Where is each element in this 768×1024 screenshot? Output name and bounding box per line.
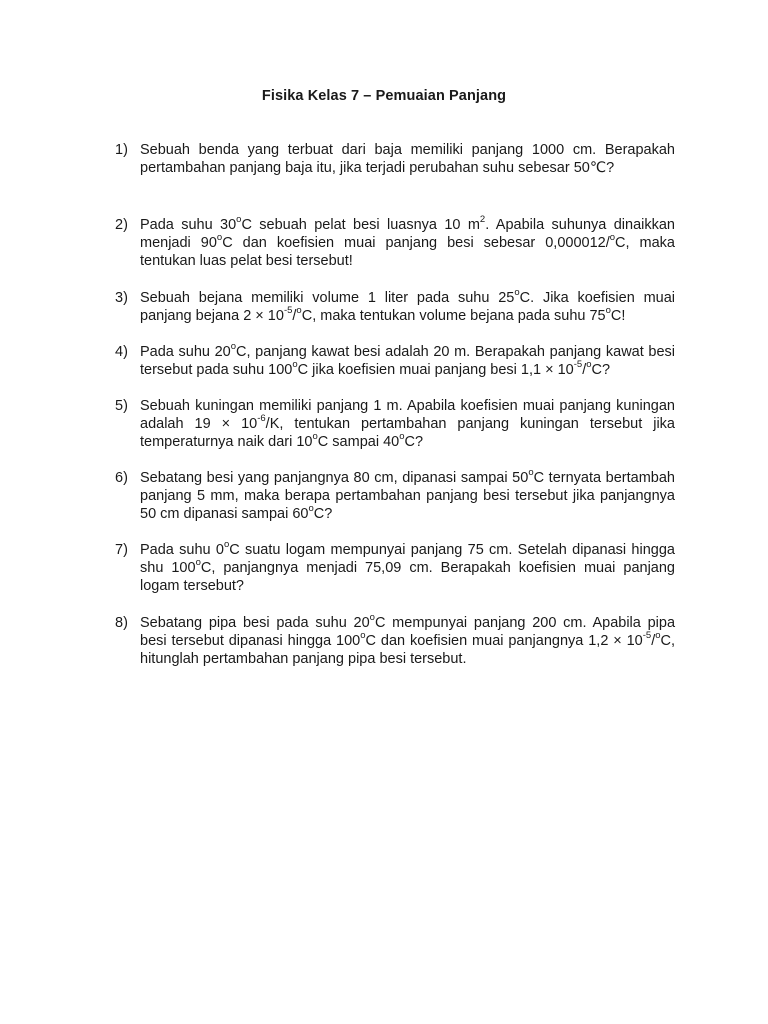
superscript: o xyxy=(655,630,661,642)
superscript: o xyxy=(514,287,520,299)
text-run: Sebuah bejana memiliki volume 1 liter pada suhu 25 xyxy=(140,290,515,306)
text-run: C. Jika koefisien muai panjang bejana 2 × 10 xyxy=(140,290,675,324)
question-text xyxy=(140,216,675,270)
superscript: -5 xyxy=(283,305,293,317)
text-run: Pada suhu 20 xyxy=(140,344,231,360)
text-run: C! xyxy=(610,308,626,324)
text-run: C? xyxy=(404,434,424,450)
superscript: o xyxy=(586,359,592,371)
text-run: / xyxy=(651,633,656,649)
text-run: Sebuah kuningan memiliki panjang 1 m. Apabila koefisien muai panjang kuningan adalah 19 × 10 xyxy=(140,398,675,432)
superscript: o xyxy=(223,539,230,551)
text-run: C dan koefisien muai panjangnya 1,2 × 10 xyxy=(365,633,643,649)
text-run: C suatu logam mempunyai panjang 75 cm. Setelah dipanasi hingga shu 100 xyxy=(140,542,675,576)
question-number: 7) xyxy=(115,542,128,558)
text-run: Pada suhu 30 xyxy=(140,217,237,233)
text-run: / xyxy=(582,362,587,378)
superscript: o xyxy=(609,232,616,244)
text-run: C, panjangnya menjadi 75,09 cm. Berapakah koefisien muai panjang logam tersebut? xyxy=(140,560,675,594)
text-run: C, hitunglah pertambahan panjang pipa besi tersebut. xyxy=(140,633,676,667)
superscript: o xyxy=(369,612,375,624)
text-run: C ternyata bertambah panjang 5 mm, maka berapa pertambahan panjang besi tersebut jika panjangnya 50 cm dipanasi sampai 60 xyxy=(140,470,675,522)
question-text xyxy=(140,289,675,325)
text-run: Sebuah benda yang terbuat dari baja memiliki panjang 1000 cm. Berapakah pertambahan panjang baja itu, jika terjadi perubahan suhu sebesar 50℃? xyxy=(140,142,675,176)
question-number: 2) xyxy=(115,217,128,233)
question-item-6 xyxy=(115,469,675,523)
superscript: o xyxy=(360,630,366,642)
text-run: . Apabila suhunya dinaikkan menjadi 90 xyxy=(140,217,675,251)
question-item-1 xyxy=(115,141,675,177)
text-run: C sebuah pelat besi luasnya 10 m xyxy=(241,217,480,233)
text-run: /K, tentukan pertambahan panjang kuningan tersebut jika temperaturnya naik dari 10 xyxy=(140,416,675,450)
superscript: -5 xyxy=(573,359,583,371)
question-number: 1) xyxy=(115,142,128,158)
superscript: o xyxy=(296,305,302,317)
text-run: C, maka tentukan luas pelat besi tersebut! xyxy=(140,235,675,269)
superscript: -6 xyxy=(257,413,266,425)
superscript: o xyxy=(528,467,534,479)
question-text xyxy=(140,614,675,668)
document-title: Fisika Kelas 7 – Pemuaian Panjang xyxy=(261,88,507,104)
superscript: o xyxy=(399,431,405,443)
text-run: Sebatang besi yang panjangnya 80 cm, dipanasi sampai 50 xyxy=(140,470,529,486)
question-item-8 xyxy=(115,614,675,668)
text-run: C, maka tentukan volume bejana pada suhu 75 xyxy=(301,308,606,324)
question-text xyxy=(140,541,675,595)
superscript: 2 xyxy=(479,214,486,226)
question-text xyxy=(140,343,675,379)
question-number: 3) xyxy=(115,290,128,306)
question-text xyxy=(140,469,675,523)
question-item-4 xyxy=(115,343,675,379)
question-number: 4) xyxy=(115,344,128,360)
superscript: o xyxy=(308,503,314,515)
text-run: C dan koefisien muai panjang besi sebesar 0,000012/ xyxy=(222,235,610,251)
text-run: Pada suhu 0 xyxy=(140,542,224,558)
superscript: o xyxy=(236,214,242,226)
superscript: o xyxy=(216,232,223,244)
question-text xyxy=(140,141,675,177)
question-number: 8) xyxy=(115,615,128,631)
question-number: 5) xyxy=(115,398,128,414)
text-run: C jika koefisien muai panjang besi 1,1 × 10 xyxy=(297,362,574,378)
text-run: Sebatang pipa besi pada suhu 20 xyxy=(140,615,370,631)
text-run: C? xyxy=(591,362,611,378)
superscript: o xyxy=(312,431,318,443)
question-item-3 xyxy=(115,289,675,325)
superscript: -5 xyxy=(642,630,652,642)
question-text xyxy=(140,397,675,451)
superscript: o xyxy=(195,557,201,569)
superscript: o xyxy=(230,341,237,353)
superscript: o xyxy=(605,305,611,317)
text-run: C mempunyai panjang 200 cm. Apabila pipa besi tersebut dipanasi hingga 100 xyxy=(140,615,676,649)
question-item-7 xyxy=(115,541,675,595)
text-run: / xyxy=(292,308,297,324)
text-run: C sampai 40 xyxy=(317,434,400,450)
text-run: C, panjang kawat besi adalah 20 m. Berapakah panjang kawat besi tersebut pada suhu 100 xyxy=(140,344,675,378)
question-number: 6) xyxy=(115,470,128,486)
question-item-2 xyxy=(115,216,675,270)
question-item-5 xyxy=(115,397,675,451)
text-run: C? xyxy=(313,506,333,522)
superscript: o xyxy=(292,359,298,371)
